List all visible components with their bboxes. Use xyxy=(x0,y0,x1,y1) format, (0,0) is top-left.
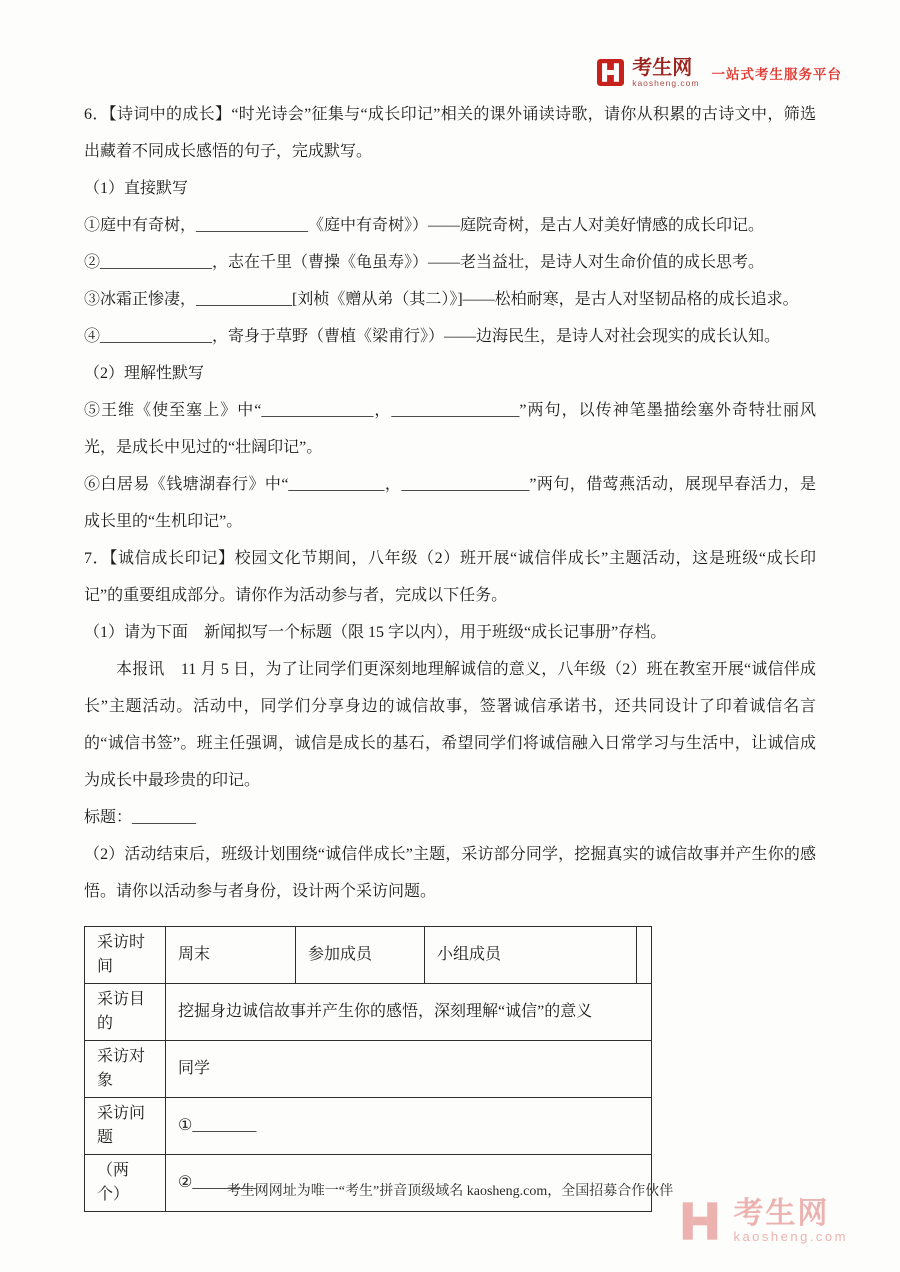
q6-item-3: ③冰霜正惨凄，____________[刘桢《赠从弟（其二）》]——松柏耐寒，是古人对坚韧品格的成长追求。 xyxy=(84,291,799,308)
cell-interview-time-value: 周末 xyxy=(166,927,296,984)
q7-task1: （1）请为下面 新闻拟写一个标题（限 15 字以内），用于班级“成长记事册”存档。 xyxy=(84,624,667,641)
q6-part2-label: （2）理解性默写 xyxy=(84,365,205,382)
q6-part1-label: （1）直接默写 xyxy=(84,180,189,197)
cell-purpose-value: 挖掘身边诚信故事并产生你的感悟，深刻理解“诚信”的意义 xyxy=(166,984,652,1041)
q6-stem: 6．【诗词中的成长】“时光诗会”征集与“成长印记”相关的课外诵读诗歌，请你从积累的古诗文中，筛选出藏着不同成长感悟的句子，完成默写。 xyxy=(84,106,816,160)
table-row xyxy=(85,927,652,984)
brand-text xyxy=(632,58,699,88)
cell-questions-label: 采访问题 xyxy=(85,1098,166,1155)
cell-empty xyxy=(637,927,652,984)
q7-title-blank: 标题：________ xyxy=(84,809,197,826)
table-row xyxy=(85,984,652,1041)
brand-name: 考生网 xyxy=(632,57,693,79)
watermark-text xyxy=(733,1198,848,1243)
footer-text: 考生网网址为唯一“考生”拼音顶级域名 kaosheng.com，全国招募合作伙伴 xyxy=(226,1184,674,1199)
q7-news-paragraph: 本报讯 11 月 5 日，为了让同学们更深刻地理解诚信的意义，八年级（2）班在教室开展“诚信伴成长”主题活动。活动中，同学们分享身边的诚信故事，签署诚信承诺书，还共同设计了印着诚信名言的“诚信书签”。班主任强调，诚信是成长的基石，希望同学们将诚信融入日常学习与生活中，让诚信成为成长中最珍贵的印记。 xyxy=(84,661,816,789)
table-row xyxy=(85,1098,652,1155)
q7-task2: （2）活动结束后，班级计划围绕“诚信伴成长”主题，采访部分同学，挖掘真实的诚信故事并产生你的感悟。请你以活动参与者身份，设计两个采访问题。 xyxy=(84,846,816,900)
watermark-domain: kaosheng.com xyxy=(733,1228,848,1244)
kaosheng-watermark xyxy=(677,1198,848,1244)
cell-members-label: 参加成员 xyxy=(296,927,425,984)
cell-question-2-blank: ②________ xyxy=(166,1155,652,1212)
q7-stem: 7．【诚信成长印记】校园文化节期间，八年级（2）班开展“诚信伴成长”主题活动，这是班级“成长印记”的重要组成部分。请你作为活动参与者，完成以下任务。 xyxy=(84,550,816,604)
cell-target-value: 同学 xyxy=(166,1041,652,1098)
kaosheng-watermark-icon xyxy=(677,1198,723,1244)
brand-domain: kaosheng.com xyxy=(632,78,700,88)
cell-members-value: 小组成员 xyxy=(425,927,637,984)
exam-content xyxy=(84,96,816,1212)
q6-item-6: ⑥白居易《钱塘湖春行》中“____________，________________”两句，借莺燕活动，展现早春活力，是成长里的“生机印记”。 xyxy=(84,476,816,530)
cell-purpose-label: 采访目的 xyxy=(85,984,166,1041)
cell-question-1-blank: ①________ xyxy=(166,1098,652,1155)
kaosheng-brand-header xyxy=(597,58,842,88)
interview-table xyxy=(84,926,652,1212)
q6-item-2: ②______________，志在千里（曹操《龟虽寿》）——老当益壮，是诗人对生命价值的成长思考。 xyxy=(84,254,765,271)
q6-item-1: ①庭中有奇树，______________《庭中有奇树》）——庭院奇树，是古人对美好情感的成长印记。 xyxy=(84,217,765,234)
watermark-brand: 考生网 xyxy=(733,1197,830,1231)
q6-item-5: ⑤王维《使至塞上》中“______________，________________”两句，以传神笔墨描绘塞外奇特壮丽风光，是成长中见过的“壮阔印记”。 xyxy=(84,402,816,456)
cell-target-label: 采访对象 xyxy=(85,1041,166,1098)
cell-two-label: （两个） xyxy=(85,1155,166,1212)
q6-item-4: ④______________，寄身于草野（曹植《梁甫行》）——边海民生，是诗人对社会现实的成长认知。 xyxy=(84,328,781,345)
kaosheng-logo-icon xyxy=(597,59,624,86)
table-row xyxy=(85,1041,652,1098)
brand-tagline: 一站式考生服务平台 xyxy=(711,66,842,82)
cell-interview-time-label: 采访时间 xyxy=(85,927,166,984)
